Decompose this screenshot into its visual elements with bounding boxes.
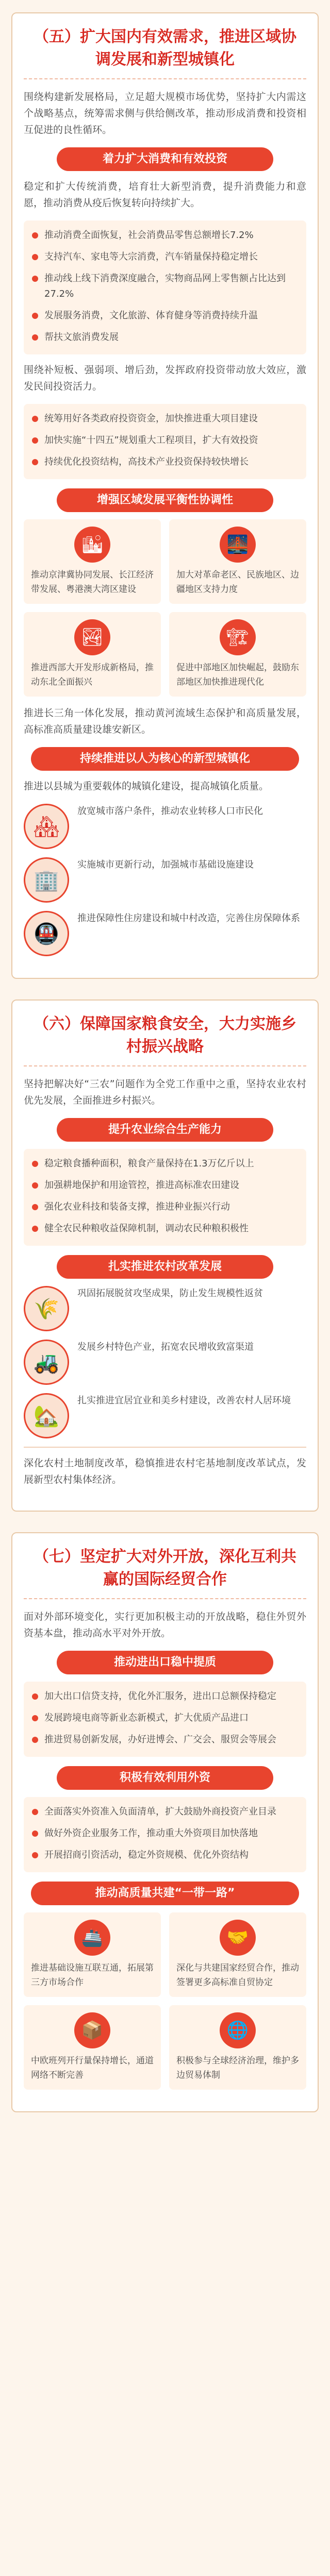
fdi-block [24, 1797, 306, 1872]
bullet-icon [32, 276, 38, 282]
bridge-icon: 🌉 [220, 527, 256, 563]
list-item: 持续优化投资结构，高技术产业投资保持较快增长 [32, 454, 298, 470]
list-item: 做好外资企业服务工作，推动重大外资项目加快落地 [32, 1826, 298, 1841]
list-item: 帮扶文旅消费发展 [32, 330, 298, 345]
list-item: 支持汽车、家电等大宗消费，汽车销量保持稳定增长 [32, 249, 298, 265]
list-item: 发展跨境电商等新业态新模式，扩大优质产品进口 [32, 1710, 298, 1726]
region-card: 🌉 加大对革命老区、民族地区、边疆地区支持力度 [169, 519, 306, 604]
bullet-icon [32, 1226, 38, 1232]
reform-text: 深化农村土地制度改革，稳慎推进农村宅基地制度改革试点，发展新型农村集体经济。 [24, 1458, 306, 1485]
section-7 [11, 1532, 319, 2112]
agri-block [24, 1149, 306, 1246]
consume-list [32, 228, 298, 345]
section-5-title: （五）扩大国内有效需求，推进区域协调发展和新型城镇化 [24, 23, 306, 79]
list-item: 开展招商引资活动，稳定外资规模、优化外资结构 [32, 1848, 298, 1863]
belt-road-card: 🤝 深化与共建国家经贸合作，推动签署更多高标准自贸协定 [169, 1912, 306, 1997]
bullet-icon [32, 313, 38, 319]
bullet-icon [32, 1204, 38, 1210]
region-card: 🏙 推动京津冀协同发展、长江经济带发展、粤港澳大湾区建设 [24, 519, 161, 604]
urban-item: 🚇 推进保障性住房建设和城中村改造，完善住房保障体系 [24, 911, 306, 956]
bullet-icon [32, 459, 38, 465]
invest-lead: 围绕补短板、强弱项、增后劲，发挥政府投资带动放大效应，激发民间投资活力。 [24, 364, 306, 392]
housing-icon: 🏘 [24, 804, 69, 849]
divider [24, 1447, 306, 1448]
bullet-icon [32, 1809, 38, 1815]
handshake-icon: 🤝 [220, 1920, 256, 1956]
tractor-icon: 🚜 [24, 1340, 69, 1385]
fdi-list [32, 1804, 298, 1863]
landscape-icon: 🏞 [74, 619, 110, 655]
banner-trade: 推动进出口稳中提质 [57, 1651, 273, 1674]
consume-block [24, 221, 306, 354]
banner-belt-road: 推动高质量共建“一带一路” [31, 1882, 299, 1905]
section-6 [11, 999, 319, 1512]
list-item: 发展服务消费，文化旅游、体育健身等消费持续升温 [32, 308, 298, 324]
list-item: 强化农业科技和装备支撑，推进种业振兴行动 [32, 1199, 298, 1215]
invest-block [24, 404, 306, 479]
region-card: 🏞 推进西部大开发形成新格局，推动东北全面振兴 [24, 612, 161, 697]
trade-list [32, 1689, 298, 1748]
bullet-icon [32, 1182, 38, 1189]
construction-icon: 🏗 [220, 619, 256, 655]
reform-item: 🏡 扎实推进宜居宜业和美乡村建设，改善农村人居环境 [24, 1393, 306, 1438]
banner-urbanization: 持续推进以人为核心的新型城镇化 [31, 747, 299, 771]
list-item: 统筹用好各类政府投资资金，加快推进重大项目建设 [32, 411, 298, 427]
banner-agri-capacity: 提升农业综合生产能力 [57, 1118, 273, 1142]
banner-consume-invest: 着力扩大消费和有效投资 [57, 147, 273, 171]
belt-road-card: 🚢 推进基础设施互联互通，拓展第三方市场合作 [24, 1912, 161, 1997]
bullet-icon [32, 1737, 38, 1743]
consume-lead: 稳定和扩大传统消费，培育壮大新型消费，提升消费能力和意愿，推动消费从疫后恢复转向持续扩大。 [24, 181, 306, 209]
reform-item: 🚜 发展乡村特色产业，拓宽农民增收致富渠道 [24, 1340, 306, 1385]
bullet-icon [32, 232, 38, 239]
list-item: 全面落实外资准入负面清单，扩大鼓励外商投资产业目录 [32, 1804, 298, 1820]
urban-lead: 推进以县城为重要载体的城镇化建设，提高城镇化质量。 [24, 781, 269, 792]
list-item: 加强耕地保护和用途管控，推进高标准农田建设 [32, 1178, 298, 1193]
region-card: 🏗 促进中部地区加快崛起，鼓励东部地区加快推进现代化 [169, 612, 306, 697]
section-6-lead: 坚持把解决好“三农”问题作为全党工作重中之重，坚持农业农村优先发展，全面推进乡村振兴。 [24, 1078, 306, 1106]
trade-block [24, 1682, 306, 1757]
banner-regional: 增强区域发展平衡性协调性 [57, 488, 273, 512]
urban-item: 🏘 放宽城市落户条件，推动农业转移人口市民化 [24, 804, 306, 849]
urban-item: 🏢 实施城市更新行动，加强城市基础设施建设 [24, 857, 306, 903]
region-grid [24, 519, 306, 697]
globe-icon: 🌐 [220, 2012, 256, 2048]
belt-road-grid [24, 1912, 306, 2090]
bullet-icon [32, 437, 38, 444]
house-icon: 🏡 [24, 1393, 69, 1438]
list-item: 加大出口信贷支持，优化外汇服务，进出口总额保持稳定 [32, 1689, 298, 1704]
ship-icon: 🚢 [74, 1920, 110, 1956]
section-7-title: （七）坚定扩大对外开放，深化互利共赢的国际经贸合作 [24, 1543, 306, 1599]
metro-icon: 🚇 [24, 911, 69, 956]
bullet-icon [32, 1693, 38, 1700]
bullet-icon [32, 1852, 38, 1858]
list-item: 推进贸易创新发展，办好进博会、广交会、服贸会等展会 [32, 1732, 298, 1748]
agri-list [32, 1156, 298, 1236]
bullet-icon [32, 1161, 38, 1167]
bullet-icon [32, 416, 38, 422]
bullet-icon [32, 254, 38, 260]
list-item: 加快实施“十四五”规划重大工程项目，扩大有效投资 [32, 433, 298, 448]
bullet-icon [32, 1715, 38, 1721]
package-icon: 📦 [74, 2012, 110, 2048]
wheat-icon: 🌾 [24, 1286, 69, 1331]
list-item: 稳定粮食播种面积，粮食产量保持在1.3万亿斤以上 [32, 1156, 298, 1172]
banner-fdi: 积极有效利用外资 [57, 1766, 273, 1790]
list-item: 推动线上线下消费深度融合，实物商品网上零售额占比达到27.2% [32, 271, 298, 302]
bullet-icon [32, 1831, 38, 1837]
city-icon: 🏙 [74, 527, 110, 563]
building-icon: 🏢 [24, 857, 69, 903]
list-item: 健全农民种粮收益保障机制，调动农民种粮积极性 [32, 1221, 298, 1236]
bullet-icon [32, 334, 38, 341]
section-5-lead: 围绕构建新发展格局，立足超大规模市场优势，坚持扩大内需这个战略基点，统筹需求侧与供给侧改革，推动形成消费和投资相互促进的良性循环。 [24, 91, 306, 135]
list-item: 推动消费全面恢复，社会消费品零售总额增长7.2% [32, 228, 298, 243]
invest-list [32, 411, 298, 470]
banner-rural-reform: 扎实推进农村改革发展 [57, 1255, 273, 1279]
section-5 [11, 12, 319, 979]
reform-item: 🌾 巩固拓展脱贫攻坚成果，防止发生规模性返贫 [24, 1286, 306, 1331]
belt-road-card: 🌐 积极参与全球经济治理，维护多边贸易体制 [169, 2005, 306, 2090]
section-7-lead: 面对外部环境变化，实行更加积极主动的开放战略，稳住外贸外资基本盘，推动高水平对外开放。 [24, 1611, 306, 1639]
belt-road-card: 📦 中欧班列开行量保持增长，通道网络不断完善 [24, 2005, 161, 2090]
region-text: 推进长三角一体化发展，推动黄河流域生态保护和高质量发展，高标准高质量建设雄安新区。 [24, 707, 306, 735]
section-6-title: （六）保障国家粮食安全，大力实施乡村振兴战略 [24, 1010, 306, 1066]
